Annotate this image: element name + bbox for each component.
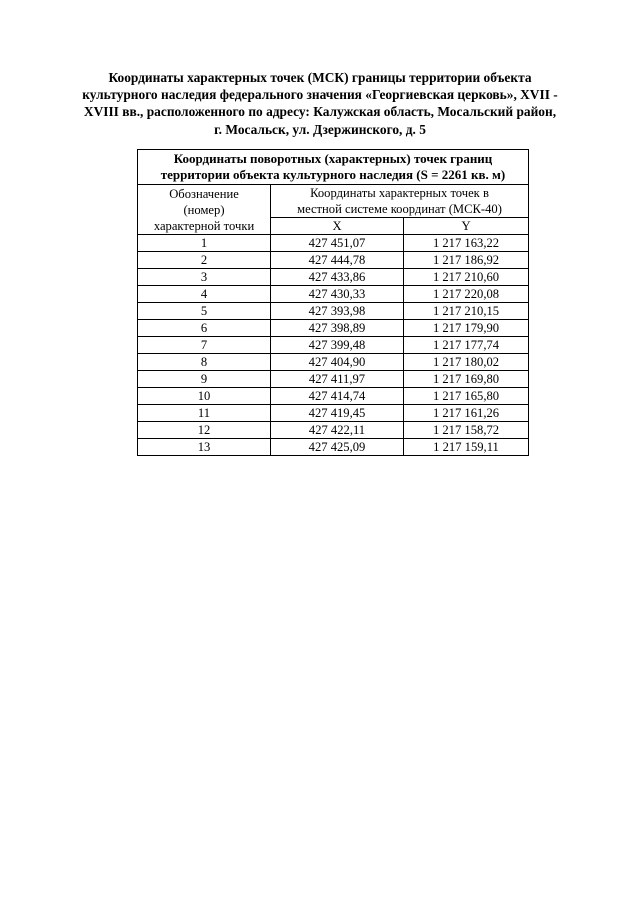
- point-number-cell: 7: [138, 337, 271, 354]
- table-row: [138, 286, 529, 303]
- point-number-cell: 8: [138, 354, 271, 371]
- point-number-cell: 2: [138, 252, 271, 269]
- heading-line: XVIII вв., расположенного по адресу: Калужская область, Мосальский район,: [83, 104, 557, 120]
- x-coordinate-cell: 427 419,45: [271, 405, 404, 422]
- x-coordinate-cell: 427 430,33: [271, 286, 404, 303]
- y-coordinate-cell: 1 217 158,72: [404, 422, 529, 439]
- table-row: [138, 269, 529, 286]
- x-coordinate-cell: 427 393,98: [271, 303, 404, 320]
- table-row: [138, 320, 529, 337]
- coordinates-header-line: Координаты характерных точек в: [310, 186, 489, 200]
- table-row: [138, 405, 529, 422]
- coordinates-table: [137, 149, 529, 456]
- x-coordinate-cell: 427 399,48: [271, 337, 404, 354]
- designation-header-line: (номер): [183, 202, 225, 217]
- table-row: [138, 388, 529, 405]
- table-row: [138, 337, 529, 354]
- designation-column-header: [138, 185, 271, 235]
- point-number-cell: 5: [138, 303, 271, 320]
- table-caption-row: [138, 150, 529, 185]
- coordinates-column-header: [271, 185, 529, 218]
- table-row: [138, 439, 529, 456]
- table-header-row: [138, 185, 529, 218]
- designation-header-line: Обозначение: [169, 186, 239, 201]
- x-coordinate-cell: 427 398,89: [271, 320, 404, 337]
- x-coordinate-cell: 427 404,90: [271, 354, 404, 371]
- table-row: [138, 371, 529, 388]
- x-coordinate-cell: 427 411,97: [271, 371, 404, 388]
- x-coordinate-cell: 427 414,74: [271, 388, 404, 405]
- point-number-cell: 9: [138, 371, 271, 388]
- x-coordinate-cell: 427 444,78: [271, 252, 404, 269]
- y-coordinate-cell: 1 217 159,11: [404, 439, 529, 456]
- table-row: [138, 354, 529, 371]
- point-number-cell: 11: [138, 405, 271, 422]
- table-row: [138, 303, 529, 320]
- y-column-header: Y: [404, 218, 529, 235]
- y-coordinate-cell: 1 217 165,80: [404, 388, 529, 405]
- heading-line: Координаты характерных точек (МСК) границы территории объекта: [108, 70, 532, 85]
- table-caption-line: территории объекта культурного наследия (S = 2261 кв. м): [160, 167, 506, 182]
- point-number-cell: 4: [138, 286, 271, 303]
- document-heading: [70, 69, 570, 138]
- y-coordinate-cell: 1 217 161,26: [404, 405, 529, 422]
- y-coordinate-cell: 1 217 210,60: [404, 269, 529, 286]
- y-coordinate-cell: 1 217 169,80: [404, 371, 529, 388]
- y-coordinate-cell: 1 217 220,08: [404, 286, 529, 303]
- y-coordinate-cell: 1 217 163,22: [404, 235, 529, 252]
- table-row: [138, 235, 529, 252]
- coordinates-table-body: [138, 150, 529, 456]
- y-coordinate-cell: 1 217 179,90: [404, 320, 529, 337]
- y-coordinate-cell: 1 217 210,15: [404, 303, 529, 320]
- designation-header-line: характерной точки: [153, 218, 255, 233]
- y-coordinate-cell: 1 217 186,92: [404, 252, 529, 269]
- point-number-cell: 6: [138, 320, 271, 337]
- heading-line: культурного наследия федерального значения «Георгиевская церковь», XVII -: [82, 87, 558, 103]
- coordinates-header-line: местной системе координат (МСК-40): [297, 202, 502, 216]
- table-row: [138, 252, 529, 269]
- point-number-cell: 10: [138, 388, 271, 405]
- table-row: [138, 422, 529, 439]
- point-number-cell: 12: [138, 422, 271, 439]
- table-caption: [138, 150, 529, 185]
- x-coordinate-cell: 427 433,86: [271, 269, 404, 286]
- x-coordinate-cell: 427 422,11: [271, 422, 404, 439]
- x-coordinate-cell: 427 451,07: [271, 235, 404, 252]
- point-number-cell: 3: [138, 269, 271, 286]
- point-number-cell: 13: [138, 439, 271, 456]
- x-column-header: X: [271, 218, 404, 235]
- heading-line: г. Мосальск, ул. Дзержинского, д. 5: [214, 121, 426, 137]
- x-coordinate-cell: 427 425,09: [271, 439, 404, 456]
- point-number-cell: 1: [138, 235, 271, 252]
- table-caption-line: Координаты поворотных (характерных) точек границ: [173, 150, 493, 166]
- y-coordinate-cell: 1 217 180,02: [404, 354, 529, 371]
- y-coordinate-cell: 1 217 177,74: [404, 337, 529, 354]
